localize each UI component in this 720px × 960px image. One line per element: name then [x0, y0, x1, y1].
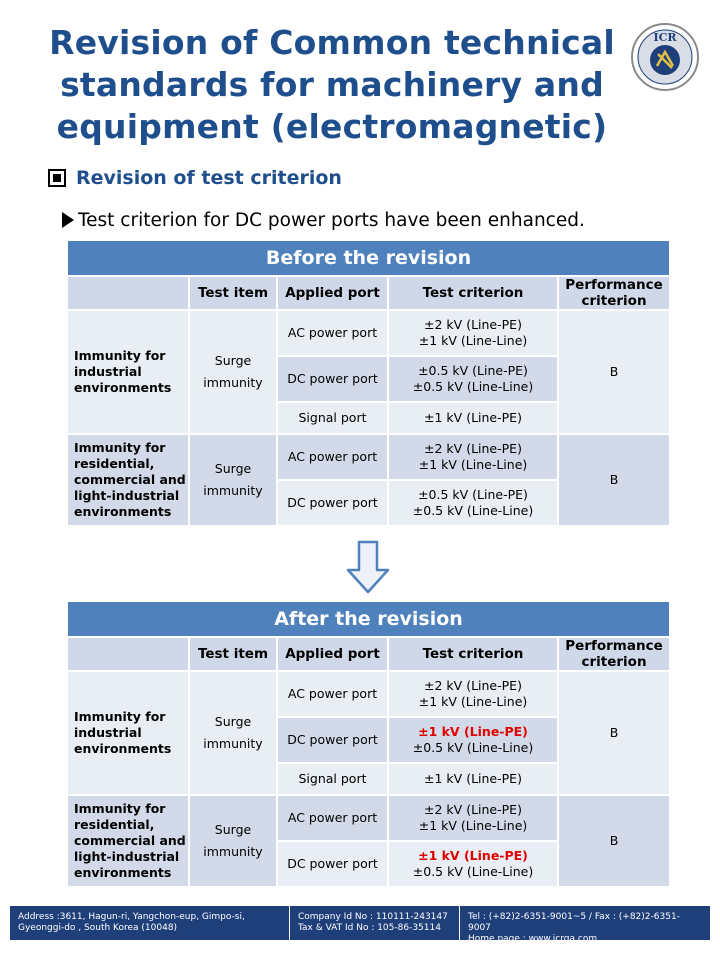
test-criterion: ±1 kV (Line-PE) ±0.5 kV (Line-Line): [388, 717, 558, 763]
test-item: Surge immunity: [189, 434, 277, 526]
applied-port: AC power port: [277, 434, 388, 480]
header-performance-criterion: Performance criterion: [558, 637, 670, 671]
header-test-item: Test item: [189, 276, 277, 310]
performance-criterion: B: [558, 795, 670, 887]
test-item: Surge immunity: [189, 795, 277, 887]
performance-criterion: B: [558, 310, 670, 434]
footer-company-ids: Company Id No : 110111-243147 Tax & VAT Id No : 105-86-35114: [290, 906, 460, 940]
header-empty: [67, 276, 189, 310]
test-criterion: ±2 kV (Line-PE) ±1 kV (Line-Line): [388, 795, 558, 841]
header-performance-criterion: Performance criterion: [558, 276, 670, 310]
environment-label: Immunity for industrial environments: [67, 671, 189, 795]
test-criterion: ±0.5 kV (Line-PE) ±0.5 kV (Line-Line): [388, 356, 558, 402]
section-heading-text: Revision of test criterion: [76, 167, 342, 189]
header-applied-port: Applied port: [277, 637, 388, 671]
test-criterion: ±0.5 kV (Line-PE) ±0.5 kV (Line-Line): [388, 480, 558, 526]
test-criterion: ±1 kV (Line-PE): [388, 402, 558, 434]
after-caption: After the revision: [67, 601, 670, 637]
applied-port: AC power port: [277, 795, 388, 841]
logo-text: ICR: [653, 31, 677, 44]
down-arrow-icon: [346, 540, 390, 594]
revised-criterion: ±1 kV (Line-PE): [418, 848, 528, 863]
header-test-criterion: Test criterion: [388, 637, 558, 671]
revised-criterion: ±1 kV (Line-PE): [418, 724, 528, 739]
test-criterion: ±1 kV (Line-PE): [388, 763, 558, 795]
header-test-criterion: Test criterion: [388, 276, 558, 310]
page-title: Revision of Common technical standards for machinery and equipment (electromagnetic): [49, 23, 615, 146]
after-revision-table: [66, 600, 669, 888]
test-criterion: ±1 kV (Line-PE) ±0.5 kV (Line-Line): [388, 841, 558, 887]
test-criterion: ±2 kV (Line-PE) ±1 kV (Line-Line): [388, 310, 558, 356]
performance-criterion: B: [558, 671, 670, 795]
before-caption: Before the revision: [67, 240, 670, 276]
applied-port: Signal port: [277, 763, 388, 795]
applied-port: AC power port: [277, 310, 388, 356]
applied-port: DC power port: [277, 717, 388, 763]
test-criterion: ±2 kV (Line-PE) ±1 kV (Line-Line): [388, 671, 558, 717]
bullet-text: Test criterion for DC power ports have been enhanced.: [78, 209, 585, 231]
footer-bar: [10, 906, 710, 944]
before-revision-table: [66, 239, 669, 527]
applied-port: DC power port: [277, 841, 388, 887]
applied-port: DC power port: [277, 356, 388, 402]
homepage-link[interactable]: Home page : www.icrqa.com: [468, 934, 598, 944]
test-item: Surge immunity: [189, 671, 277, 795]
triangle-bullet-icon: [62, 212, 74, 228]
applied-port: AC power port: [277, 671, 388, 717]
square-bullet-icon: [48, 169, 66, 187]
header-applied-port: Applied port: [277, 276, 388, 310]
icr-seal-logo: [630, 22, 700, 92]
applied-port: Signal port: [277, 402, 388, 434]
environment-label: Immunity for residential, commercial and light-industrial environments: [67, 795, 189, 887]
test-criterion: ±2 kV (Line-PE) ±1 kV (Line-Line): [388, 434, 558, 480]
applied-port: DC power port: [277, 480, 388, 526]
bullet-point: [62, 207, 585, 233]
test-item: Surge immunity: [189, 310, 277, 434]
footer-contact: Tel : (+82)2-6351-9001~5 / Fax : (+82)2-6351-9007 Home page : www.icrqa.com: [460, 906, 710, 940]
performance-criterion: B: [558, 434, 670, 526]
environment-label: Immunity for residential, commercial and light-industrial environments: [67, 434, 189, 526]
header-test-item: Test item: [189, 637, 277, 671]
header-empty: [67, 637, 189, 671]
environment-label: Immunity for industrial environments: [67, 310, 189, 434]
footer-address: Address :3611, Hagun-ri, Yangchon-eup, Gimpo-si, Gyeonggi-do , South Korea (10048): [10, 906, 290, 940]
section-heading: [48, 166, 342, 190]
